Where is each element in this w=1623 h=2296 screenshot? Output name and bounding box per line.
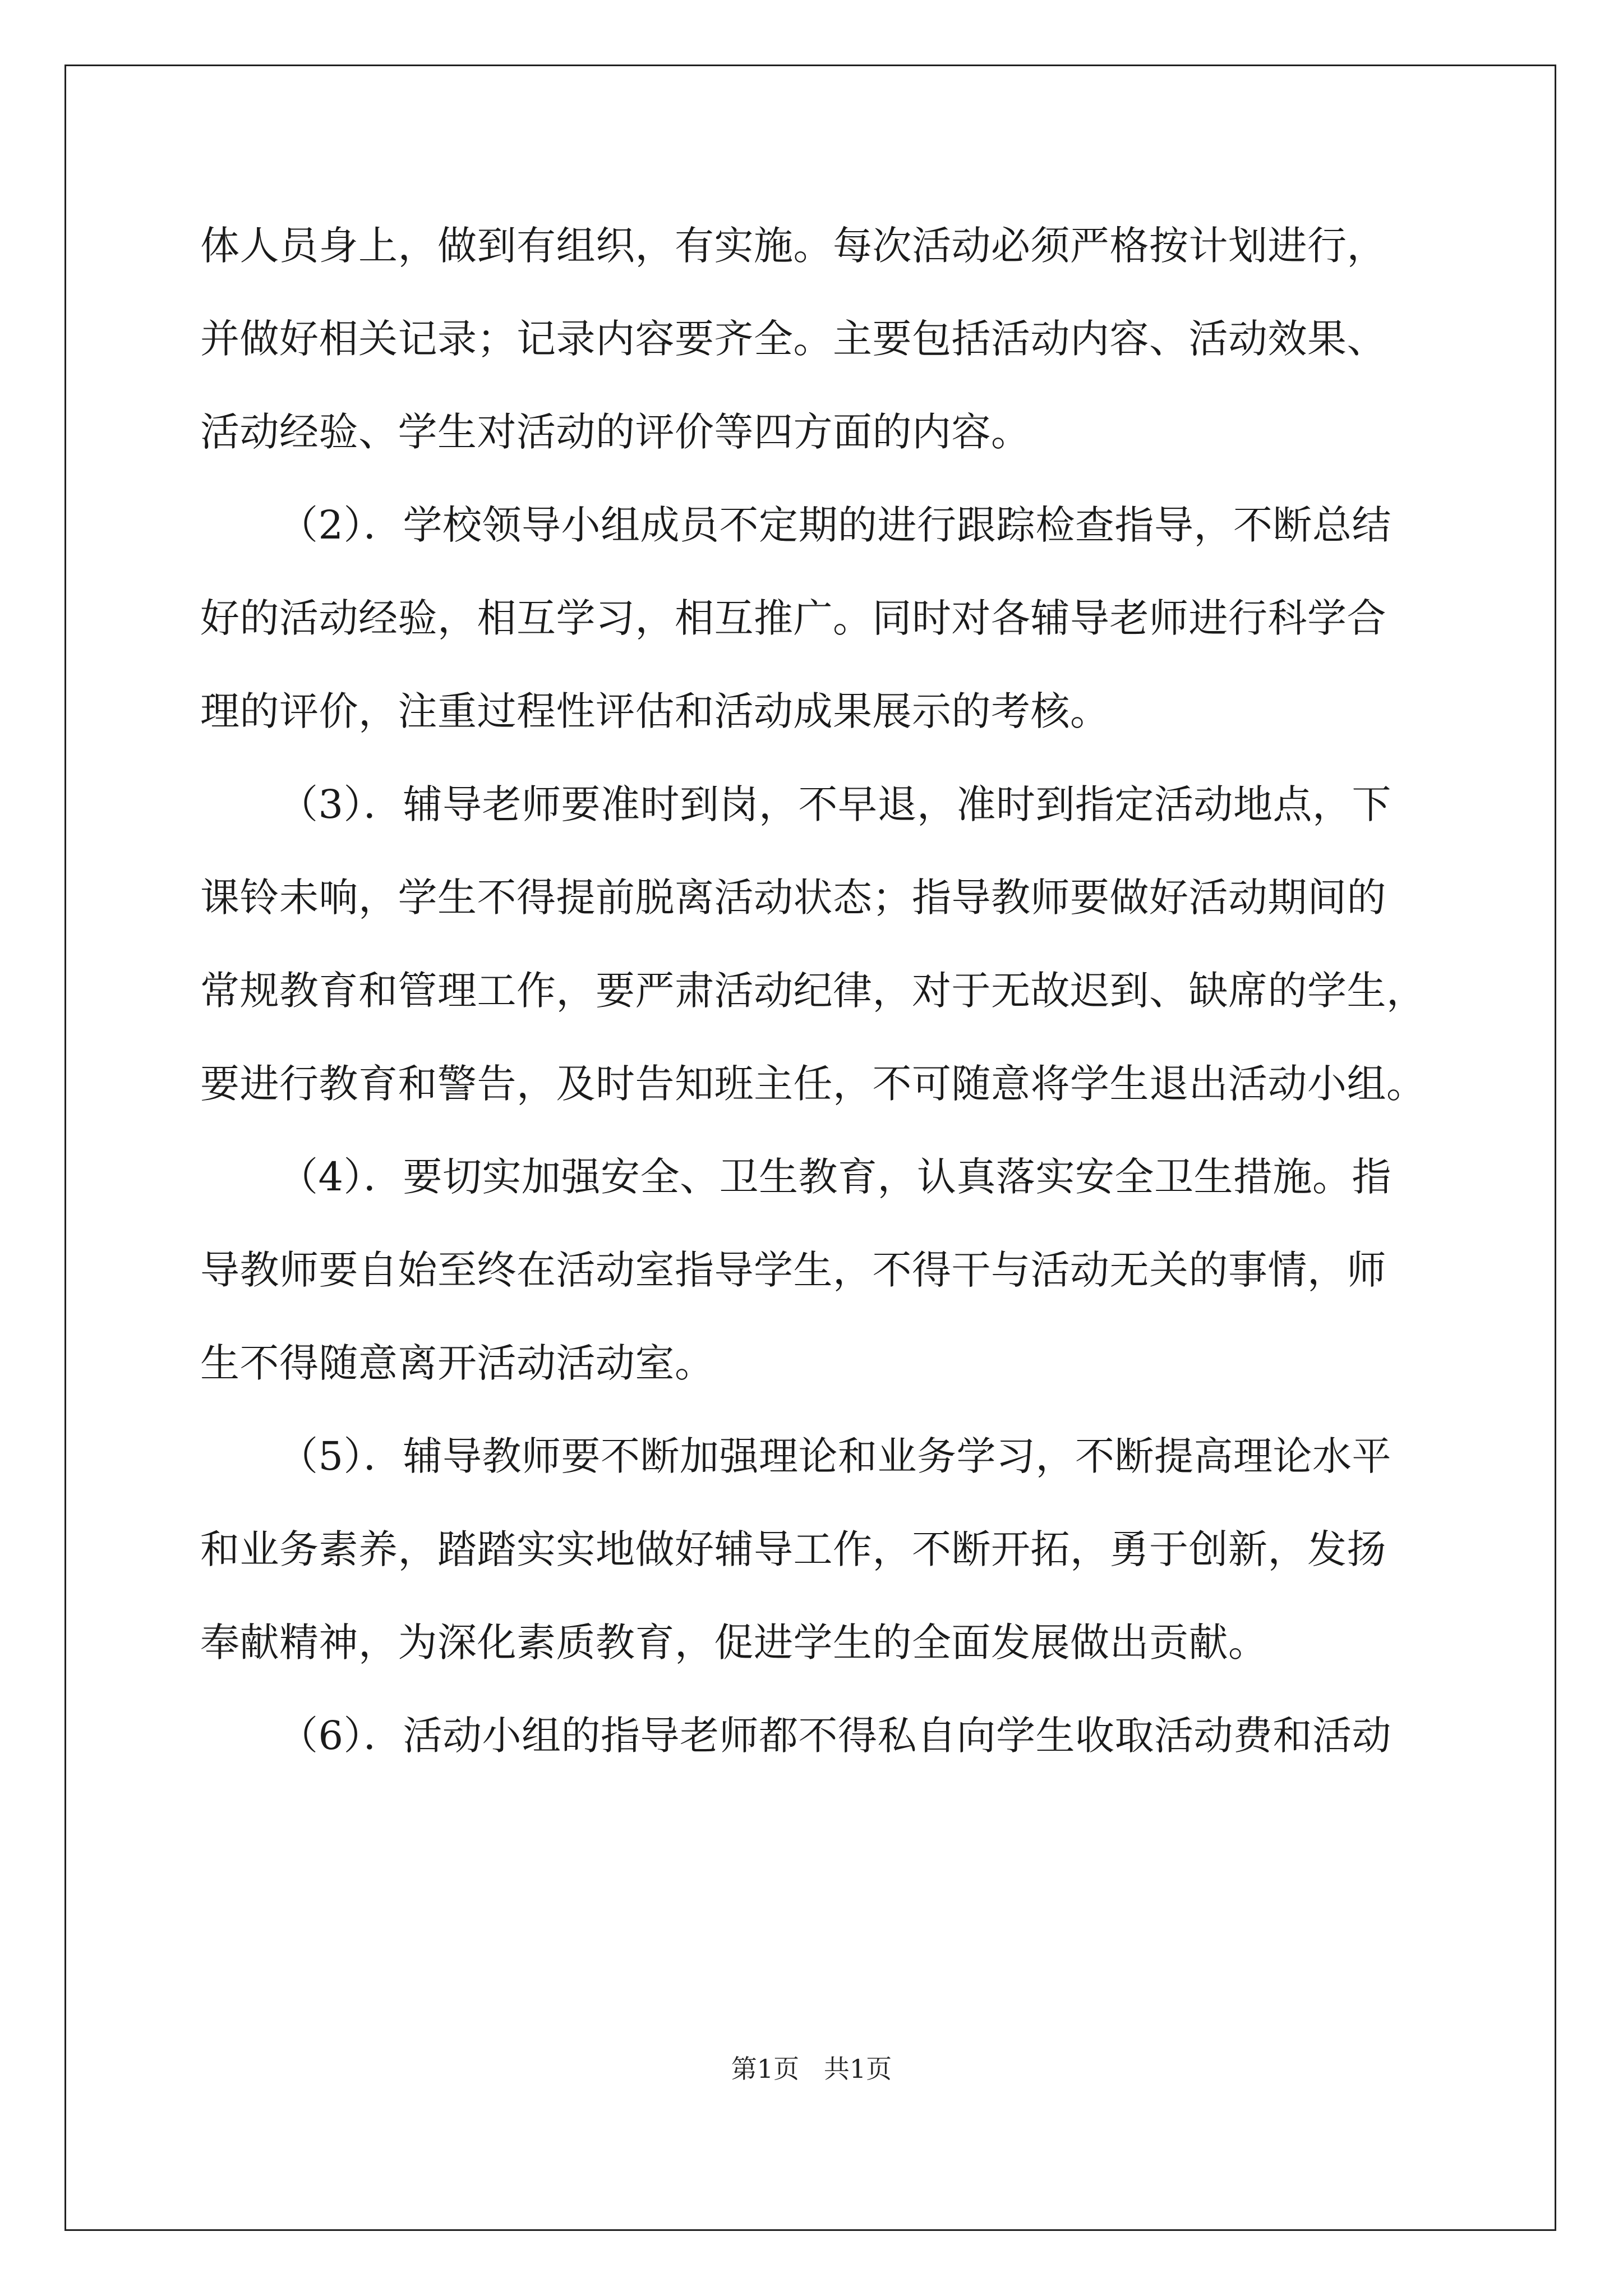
document-body [200, 199, 1428, 1782]
text-line: 要进行教育和警告，及时告知班主任，不可随意将学生退出活动小组。 [200, 1061, 1426, 1107]
text-line: 理的评价，注重过程性评估和活动成果展示的考核。 [200, 688, 1110, 734]
paragraph-start-line: （3）．辅导老师要准时到岗，不早退，准时到指定活动地点，下 [279, 781, 1392, 827]
text-line: 好的活动经验，相互学习，相互推广。同时对各辅导老师进行科学合 [200, 595, 1386, 641]
paragraph-start-line: （6）．活动小组的指导老师都不得私自向学生收取活动费和活动 [279, 1713, 1392, 1759]
text-line: 活动经验、学生对活动的评价等四方面的内容。 [200, 409, 1031, 455]
text-line: 生不得随意离开活动活动室。 [200, 1340, 714, 1386]
paragraph-start-line: （5）．辅导教师要不断加强理论和业务学习，不断提高理论水平 [279, 1433, 1392, 1479]
text-line: 奉献精神，为深化素质教育，促进学生的全面发展做出贡献。 [200, 1619, 1268, 1665]
paragraph-start-line: （4）．要切实加强安全、卫生教育，认真落实安全卫生措施。指 [279, 1154, 1392, 1200]
text-line: 课铃未响，学生不得提前脱离活动状态；指导教师要做好活动期间的 [200, 875, 1386, 921]
text-line: 并做好相关记录；记录内容要齐全。主要包括活动内容、活动效果、 [200, 316, 1386, 362]
text-line: 常规教育和管理工作，要严肃活动纪律，对于无故迟到、缺席的学生， [200, 968, 1426, 1014]
paragraph-start-line: （2）．学校领导小组成员不定期的进行跟踪检查指导，不断总结 [279, 502, 1392, 548]
text-line: 体人员身上，做到有组织，有实施。每次活动必须严格按计划进行， [200, 223, 1386, 269]
text-line: 和业务素养，踏踏实实地做好辅导工作，不断开拓，勇于创新，发扬 [200, 1526, 1386, 1572]
text-line: 导教师要自始至终在活动室指导学生，不得干与活动无关的事情，师 [200, 1247, 1386, 1293]
page-number: 第1页 共1页 [731, 2054, 892, 2084]
